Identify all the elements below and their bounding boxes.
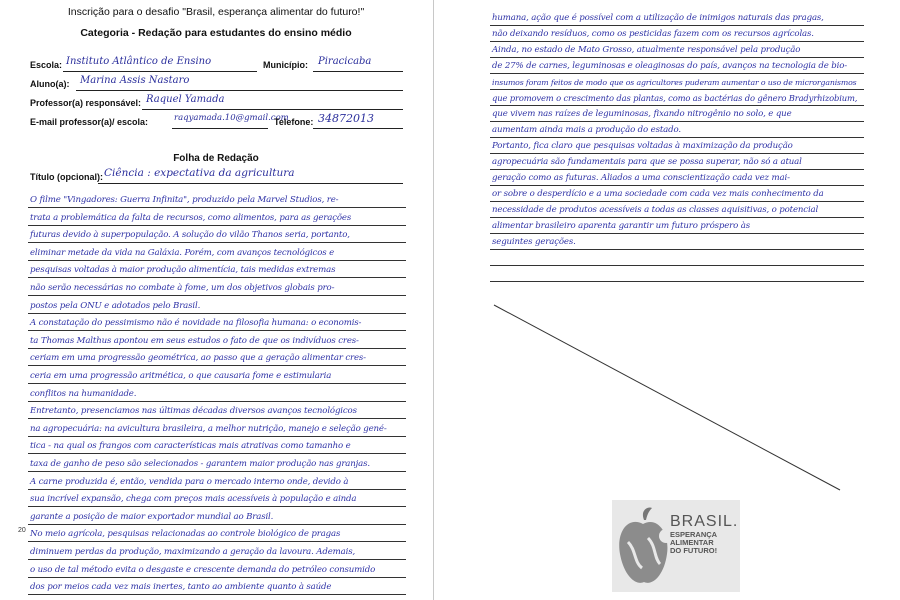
essay-line-text: necessidade de produtos acessíveis a todas as classes aquisitivas, o potencial <box>492 205 819 215</box>
logo-line1: BRASIL. <box>670 513 739 530</box>
form-category: Categoria - Redação para estudantes do ensino médio <box>80 27 352 39</box>
essay-line-text: O filme "Vingadores: Guerra Infinita", produzido pela Marvel Studios, re- <box>30 195 339 205</box>
essay-line-text: não deixando resíduos, como os pesticidas fazem com os recursos agrícolas. <box>492 29 814 39</box>
page-divider <box>433 0 434 600</box>
essay-line-text: Ainda, no estado de Mato Grosso, atualmente responsável pela produção <box>492 45 801 55</box>
titulo-label: Título (opcional): <box>30 172 103 182</box>
apple-icon <box>614 502 672 592</box>
essay-line-text: ta Thomas Malthus apontou em seus estudos o fato de que os indivíduos cres- <box>30 335 359 346</box>
essay-line-text: geração como as futuras. Aliados a uma conscientização cada vez mai- <box>492 173 790 183</box>
escola-label: Escola: <box>30 60 63 70</box>
essay-line-text: A constatação do pessimismo não é novidade na filosofia humana: o economis- <box>30 318 362 329</box>
essay-line-text: agropecuária são fundamentais para que se possa superar, não só a atual <box>492 157 802 167</box>
essay-line <box>28 454 406 472</box>
titulo-line <box>98 183 403 184</box>
essay-line <box>28 472 406 490</box>
essay-line <box>28 560 406 578</box>
essay-line-text: or sobre o desperdício e a uma sociedade com cada vez mais conhecimento da <box>492 189 824 199</box>
essay-line <box>28 542 406 560</box>
essay-line-text: que promovem o crescimento das plantas, como as bactérias do gênero Bradyrhizobium, <box>492 93 858 103</box>
line-number: 20 <box>18 527 26 534</box>
telefone-line <box>313 128 403 129</box>
essay-line-text: Entretanto, presenciamos nas últimas décadas diversos avanços tecnológicos <box>30 406 357 417</box>
essay-line-text: tica - na qual os frangos com características mais atrativas como tamanho e <box>30 441 351 452</box>
essay-line-text: aumentam ainda mais a produção do estado. <box>492 125 681 135</box>
essay-line <box>28 436 406 454</box>
essay-line-text: trata a problemática da falta de recursos, como alimentos, para as gerações <box>30 212 352 223</box>
essay-line <box>28 489 406 507</box>
essay-line <box>28 401 406 419</box>
essay-line-text: No meio agrícola, pesquisas relacionadas ao controle biológico de pragas <box>30 529 341 540</box>
essay-line <box>28 577 406 595</box>
essay-line <box>28 208 406 226</box>
essay-line <box>28 384 406 402</box>
essay-line-text: de 27% de carnes, leguminosas e oleaginosas do país, avanços na tecnologia de bio- <box>492 61 847 71</box>
telefone-label: Telefone: <box>274 117 314 127</box>
email-label: E-mail professor(a)/ escola: <box>30 117 149 127</box>
essay-line-text: o uso de tal método evita o desgaste e crescente demanda do petróleo consumido <box>30 564 376 575</box>
titulo-value: Ciência : expectativa da agricultura <box>104 167 295 179</box>
essay-line <box>28 366 406 384</box>
essay-line <box>28 260 406 278</box>
form-title: Inscrição para o desafio "Brasil, esperança alimentar do futuro!" <box>67 6 365 18</box>
essay-line-text: garante a posição de maior exportador mundial ao Brasil. <box>30 511 274 522</box>
challenge-logo <box>612 500 740 592</box>
essay-line-text: diminuem perdas da produção, maximizando a geração da lavoura. Ademais, <box>30 547 356 557</box>
essay-line-text: que vivem nas raízes de leguminosas, fixando nitrogênio no solo, e que <box>492 109 792 119</box>
essay-line <box>28 190 406 208</box>
essay-line-text: ceriam em uma progressão geométrica, ao passo que a geração alimentar cres- <box>30 353 366 364</box>
logo-text <box>670 514 740 554</box>
essay-line-text: seguintes gerações. <box>492 237 576 247</box>
escola-line <box>63 71 257 72</box>
essay-line-text: dos por meios cada vez mais inertes, tanto ao ambiente quanto à saúde <box>30 582 332 593</box>
telefone-value: 34872013 <box>318 112 374 125</box>
essay-line-text: pesquisas voltadas à maior produção alimentícia, tais medidas extremas <box>30 265 336 276</box>
email-line <box>172 128 268 129</box>
essay-line-text: sua incrível expansão, chega com preços mais acessíveis à população e ainda <box>30 494 357 505</box>
logo-line2: ESPERANÇA ALIMENTAR <box>670 529 717 547</box>
essay-line-text: taxa de ganho de peso são selecionados - garantem maior produção nas granjas. <box>30 459 370 469</box>
professor-label: Professor(a) responsável: <box>30 98 142 108</box>
essay-line <box>28 419 406 437</box>
essay-line-text: humana, ação que é possível com a utilização de inimigos naturais das pragas, <box>492 13 824 23</box>
essay-line-text: alimentar brasileiro aparenta garantir um futuro próspero às <box>492 221 750 231</box>
professor-line <box>142 109 403 110</box>
aluno-label: Aluno(a): <box>30 79 70 89</box>
essay-line <box>28 348 406 366</box>
essay-line <box>28 507 406 525</box>
aluno-value: Marina Assis Nastaro <box>80 75 190 86</box>
essay-line-text: conflitos na humanidade. <box>30 388 137 399</box>
escola-value: Instituto Atlântico de Ensino <box>66 56 212 67</box>
essay-line-text: eliminar metade da vida na Galáxia. Porém, com avanços tecnológicos e <box>30 247 335 258</box>
essay-line <box>28 331 406 349</box>
essay-line <box>28 296 406 314</box>
logo-line3: DO FUTURO! <box>670 545 718 555</box>
municipio-line <box>313 71 403 72</box>
essay-line-text: ceria em uma progressão aritmética, o que causaria fome e estimularia <box>30 371 332 381</box>
essay-line-text: Portanto, fica claro que pesquisas voltadas à maximização da produção <box>492 141 793 151</box>
essay-line-text: A carne produzida é, então, vendida para o mercado interno onde, devido à <box>30 476 349 487</box>
essay-line <box>28 278 406 296</box>
email-value: raqyamada.10@gmail.com <box>174 113 289 123</box>
professor-value: Raquel Yamada <box>146 94 225 105</box>
essay-line <box>28 524 406 542</box>
essay-line <box>28 243 406 261</box>
municipio-label: Município: <box>263 60 308 70</box>
municipio-value: Piracicaba <box>318 56 372 67</box>
essay-line-text: na agropecuária: na avicultura brasileira, a melhor nutrição, manejo e seleção gené- <box>30 423 387 434</box>
essay-line-text: insumos foram feitos de modo que os agricultores puderam aumentar o uso de microrganismos <box>492 78 857 87</box>
essay-line-text: não serão necessárias no combate à fome, um dos objetivos globais pro- <box>30 283 335 293</box>
aluno-line <box>76 90 403 91</box>
left-page <box>0 0 432 600</box>
essay-line <box>28 313 406 331</box>
essay-line-text: postos pela ONU e adotados pelo Brasil. <box>30 300 201 311</box>
essay-line-text: futuras devido à superpopulação. A solução do vilão Thanos seria, portanto, <box>30 230 350 241</box>
folha-title: Folha de Redação <box>173 153 259 164</box>
essay-line <box>28 225 406 243</box>
